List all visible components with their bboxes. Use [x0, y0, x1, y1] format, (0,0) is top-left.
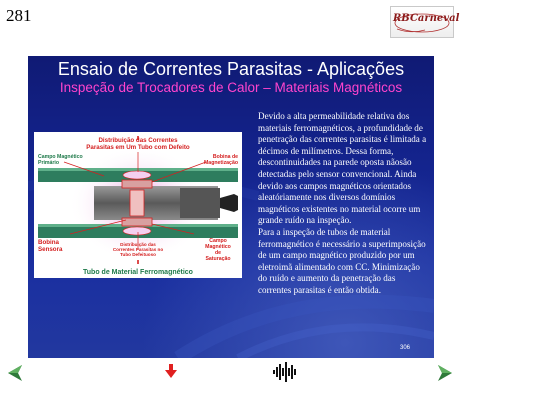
magnetizing-coil-top [122, 180, 152, 188]
body-paragraph-2: Para a inspeção de tubos de material ferromagnético é necessário a superimposição de um campo magnético produzido por um eletroimã alimentado com CC. Minimização do ruído e aumento da penetração das correntes parasitas é então obtida. [258, 226, 426, 295]
sound-wave-icon [272, 362, 298, 382]
label-saturacao-3: de [214, 250, 222, 256]
body-paragraph-1: Devido a alta permeabilidade relativa dos materiais ferromagnéticos, a profundidade de penetração das correntes parasitas é limitada a décimos de milímetros. Dessa forma, descontinuidades na parede oposta nãosão detectadas pelo sensor convencional. Ainda devido aos campos magnéticos orientados aleatóriamente nos diversos domínios magnéticos existentes no material ocorre um grande ruído na inspeção. [258, 111, 427, 226]
eddy-current-diagram [34, 132, 242, 278]
label-saturacao-1: Campo [209, 238, 227, 244]
sensor-coil [130, 190, 144, 216]
slide-title: Ensaio de Correntes Parasitas - Aplicações [57, 59, 405, 79]
label-distribuicao-2: Correntes Parasitas no [112, 247, 164, 252]
logo [390, 6, 460, 38]
label-bobina-sensora-1: Bobina [38, 239, 59, 246]
probe-cable [220, 194, 238, 212]
label-bobina-mag-1: Bobina de [212, 154, 238, 160]
diagram-title-line2: Parasitas em Um Tubo com Defeito [86, 144, 190, 151]
previous-slide-button[interactable] [6, 364, 24, 382]
magnetizing-coil-bottom [122, 218, 152, 226]
arrow-left-icon [6, 364, 24, 382]
slide-body [258, 111, 430, 297]
slide-number: 306 [400, 345, 411, 351]
next-slide-button[interactable] [436, 364, 454, 382]
slide-subtitle: Inspeção de Trocadores de Calor – Materiais Magnéticos [59, 80, 403, 95]
label-distribuicao-3: Tubo Defeituoso [120, 252, 156, 257]
label-saturacao-2: Magnético [205, 244, 231, 250]
page-number: 281 [6, 6, 32, 25]
arrow-down-icon [165, 364, 177, 378]
down-button[interactable] [165, 364, 177, 378]
diagram-caption: Tubo de Material Ferromagnético [83, 269, 193, 276]
label-bobina-mag-2: Magnetização [203, 160, 238, 166]
label-campo-primario-1: Campo Magnético [38, 154, 83, 160]
diagram-title-line1: Distribuição das Correntes [98, 137, 178, 144]
label-campo-primario-2: Primário [38, 160, 60, 166]
logo-text: RBCarneval [393, 13, 460, 24]
label-distribuicao-1: Distribuição das [120, 242, 156, 247]
label-saturacao-4: Saturação [205, 256, 231, 262]
sound-button[interactable] [272, 362, 298, 382]
diagram-graphic [34, 132, 242, 278]
label-bobina-sensora-2: Sensora [38, 246, 63, 253]
arrow-right-icon [436, 364, 454, 382]
slide [28, 56, 434, 358]
